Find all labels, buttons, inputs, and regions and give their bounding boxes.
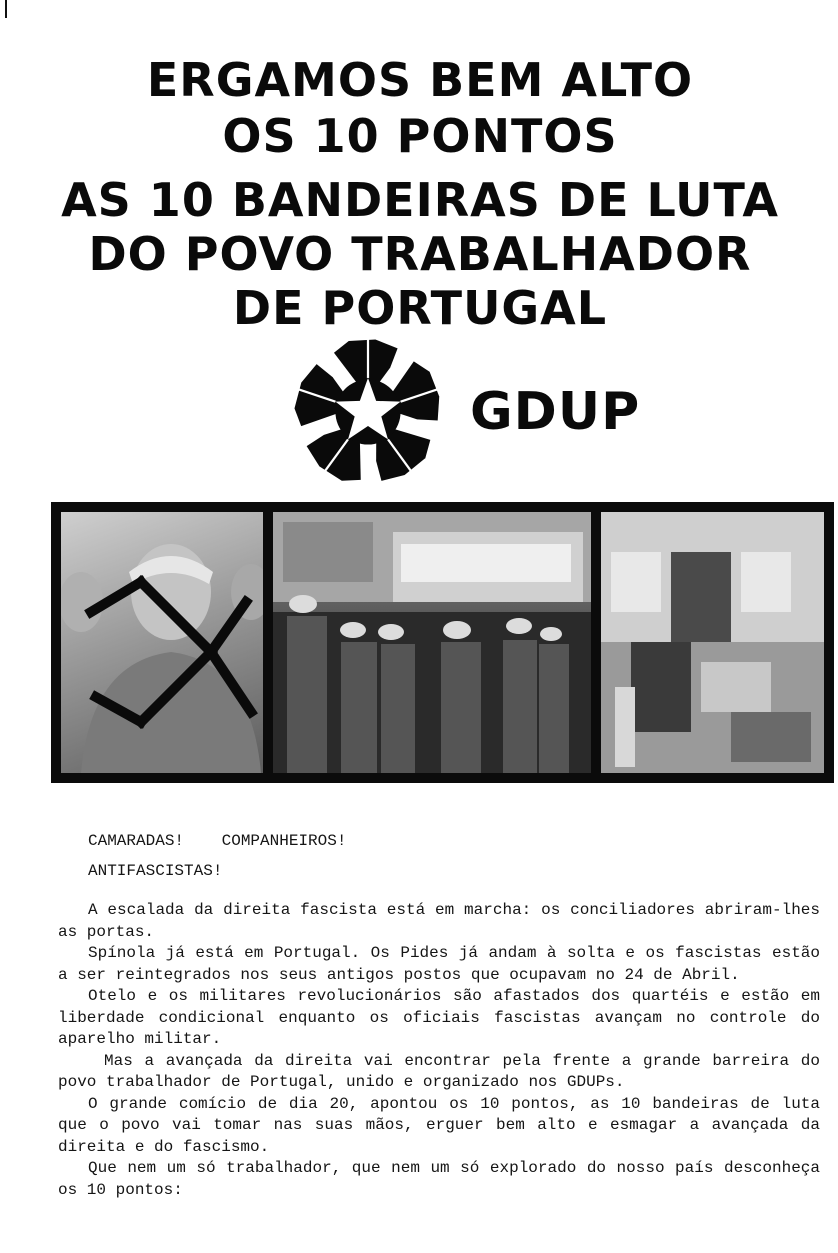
paragraph: Otelo e os militares revolucionários são afastados dos quartéis e estão em liberdade condicional enquanto os oficiais fascistas avançam no controle do aparelho militar. [58, 987, 820, 1048]
salutation-companheiros: COMPANHEIROS! [221, 832, 347, 850]
photo-strip [51, 502, 834, 783]
portrait-illustration [61, 512, 263, 773]
headline-line-5: DE PORTUGAL [232, 281, 608, 335]
body-paragraphs [58, 900, 820, 1201]
crossed-out-portrait-photo [61, 512, 263, 773]
paragraph: O grande comício de dia 20, apontou os 10 pontos, as 10 bandeiras de luta que o povo vai tomar nas suas mãos, erguer bem alto e esmagar a avançada da direita e do fascismo. [58, 1094, 820, 1156]
workers-march-photo [273, 512, 591, 773]
march-illustration [273, 512, 591, 773]
paragraph: A escalada da direita fascista está em marcha: os conciliadores abriram-lhes as portas. [58, 901, 820, 941]
street-scene-photo [601, 512, 824, 773]
paragraph: Que nem um só trabalhador, que nem um só explorado do nosso país desconheça os 10 pontos: [58, 1159, 820, 1199]
star-emblem-icon [294, 338, 442, 486]
headline-line-1: ERGAMOS BEM ALTO [146, 53, 694, 107]
paragraph: Mas a avançada da direita vai encontrar pela frente a grande barreira do povo trabalhador de Portugal, unido e organizado nos GDUPs. [58, 1051, 820, 1091]
headline-line-2: OS 10 PONTOS [222, 109, 618, 163]
organization-name: GDUP [470, 382, 641, 442]
street-illustration [601, 512, 824, 773]
headline-line-4: DO POVO TRABALHADOR [88, 227, 752, 281]
salutation [58, 826, 820, 886]
salutation-antifascistas: ANTIFASCISTAS! [88, 862, 223, 880]
paragraph: Spínola já está em Portugal. Os Pides já andam à solta e os fascistas estão a ser reintegrados nos seus antigos postos que ocupavam no 24 de Abril. [58, 944, 820, 984]
headline-line-3: AS 10 BANDEIRAS DE LUTA [61, 173, 779, 227]
edge-mark [5, 0, 7, 18]
salutation-camaradas: CAMARADAS! [88, 832, 185, 850]
